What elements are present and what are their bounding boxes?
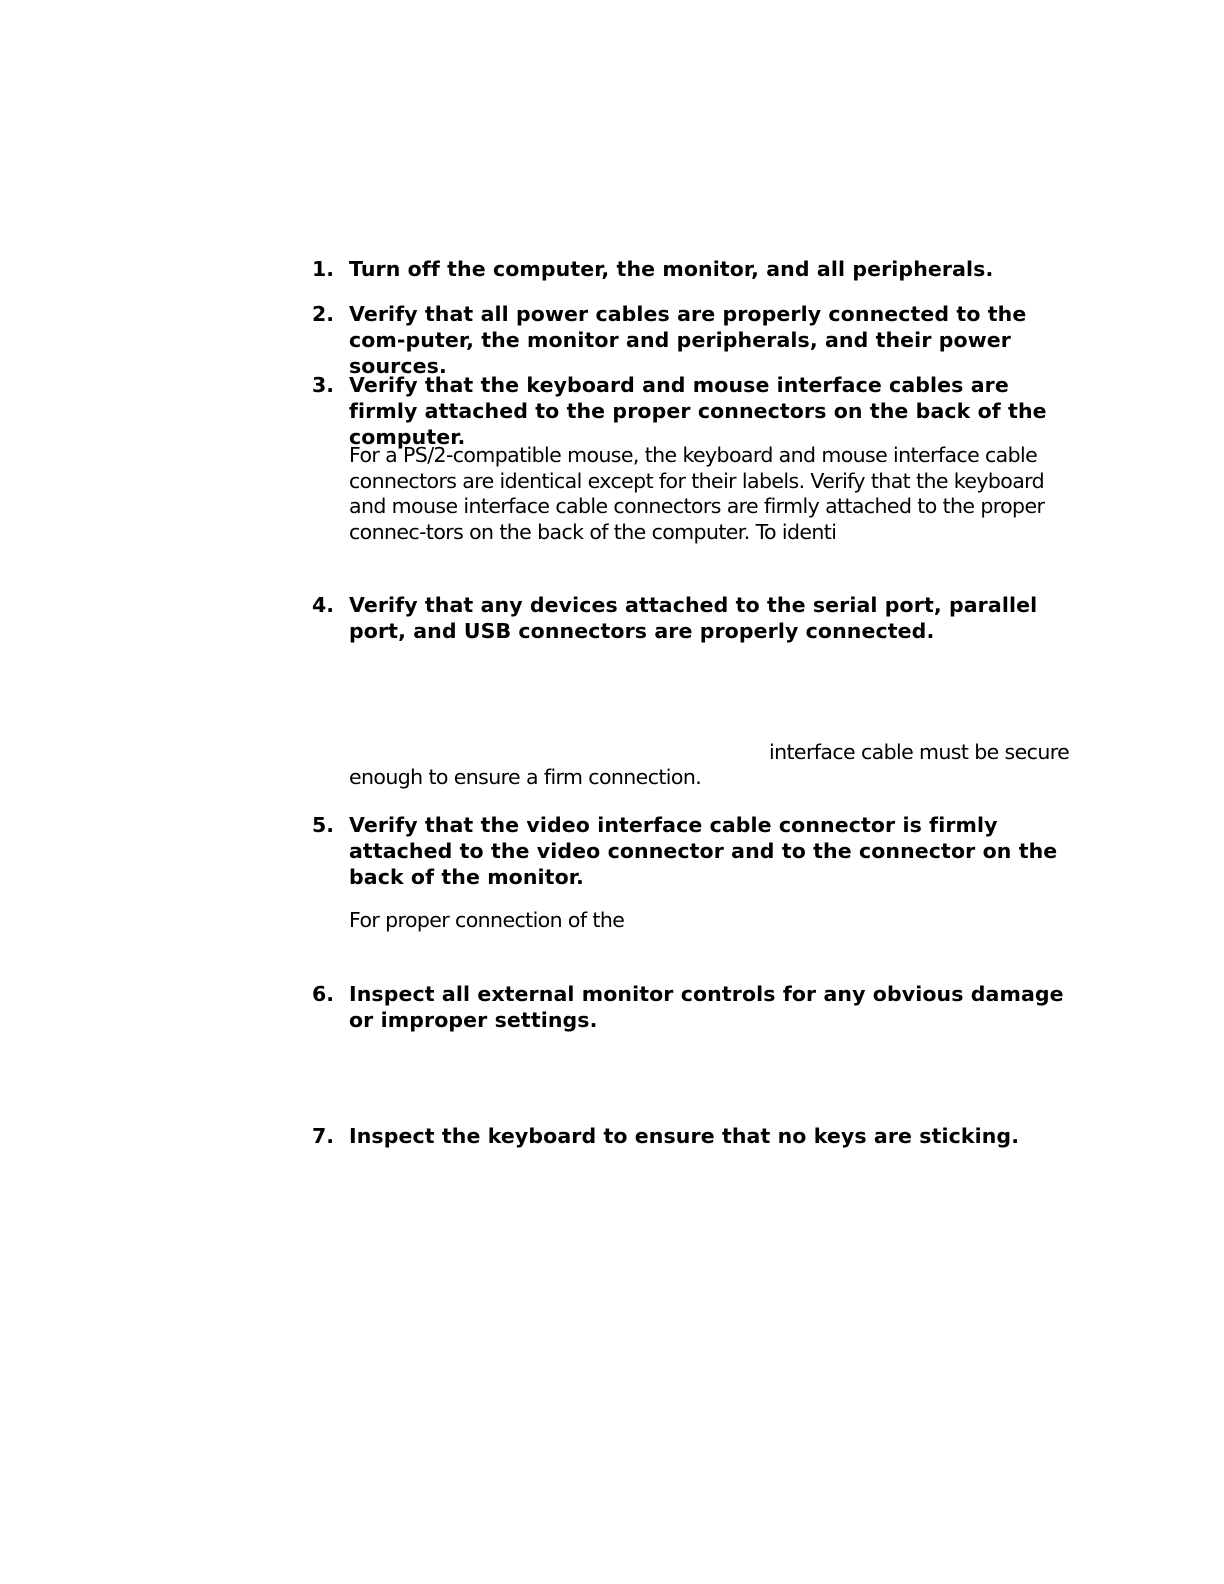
step-title: Inspect the keyboard to ensure that no keys are sticking. [349,1124,1020,1148]
step-4-body-fragment: interface cable must be secure [769,740,1070,764]
step-title: Verify that any devices attached to the serial port, parallel port, and USB connectors are properly connected. [349,593,1038,643]
step-title: Inspect all external monitor controls for any obvious damage or improper settings. [349,982,1064,1032]
step-number: 5. [312,813,335,837]
step-number: 7. [312,1124,335,1148]
step-5-body: For proper connection of the [349,908,625,932]
step-title: Turn off the computer, the monitor, and all peripherals. [349,257,994,281]
step-number: 4. [312,593,335,617]
step-3-body: For a PS/2-compatible mouse, the keyboard and mouse interface cable connectors are identical except for their labels. Verify that the keyboard and mouse interface cable connectors are firmly attached to the proper connec-tors on the back of the computer. To identi [349,443,1045,544]
step-1 [312,256,1072,282]
step-5 [312,812,1072,890]
step-4 [312,592,1072,644]
step-2 [312,301,1072,379]
step-title: Verify that all power cables are properly connected to the com-puter, the monitor and peripherals, and their power sources. [349,302,1027,378]
step-number: 1. [312,257,335,281]
step-3 [312,372,1072,450]
step-number: 3. [312,373,335,397]
step-6 [312,981,1072,1033]
step-number: 6. [312,982,335,1006]
step-title: Verify that the keyboard and mouse interface cables are firmly attached to the proper connectors on the back of the computer. [349,373,1047,449]
step-4-body-fragment: enough to ensure a firm connection. [349,765,702,789]
step-title: Verify that the video interface cable connector is firmly attached to the video connector and to the connector on the back of the monitor. [349,813,1058,889]
step-7 [312,1123,1072,1149]
step-number: 2. [312,302,335,326]
